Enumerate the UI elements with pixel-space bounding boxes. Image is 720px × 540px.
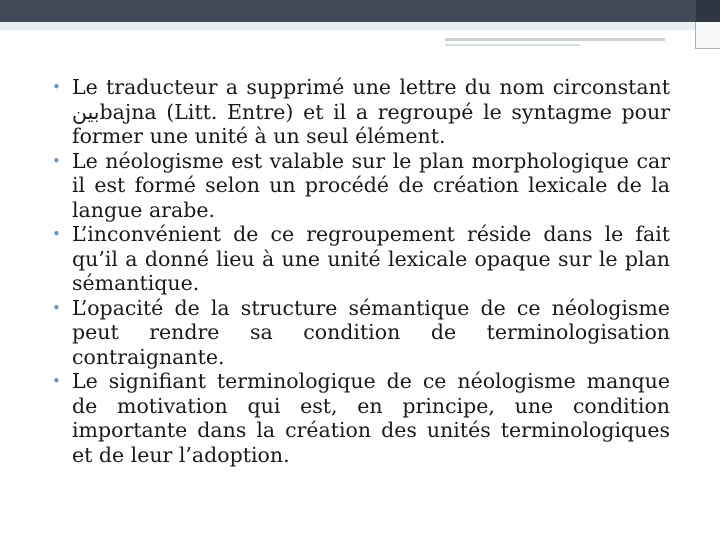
bullet-dot-icon: • [52,151,61,170]
bullet-item-2 [52,149,670,223]
slide-body [52,75,670,467]
bullet-dot-icon: • [52,298,61,317]
bullet-text: Le néologisme est valable sur le plan morphologique car il est formé selon un procédé de création lexicale de la langue arabe. [72,148,670,222]
title-bar-band [0,0,720,22]
bullet-dot-icon: • [52,372,61,390]
bullet-text: L’inconvénient de ce regroupement réside dans le fait qu’il a donné lieu à une unité lexicale opaque sur le plan sémantique. [72,222,670,295]
bullet-item-4 [52,296,670,370]
bullet-dot-icon: • [52,78,61,96]
bullet-item-3 [52,222,670,296]
bullet-text: L’opacité de la structure sémantique de ce néologisme peut rendre sa condition de terminologisation contraignante. [72,295,670,369]
bullet-text: Le signifiant terminologique de ce néologisme manque de motivation qui est, en principe, une condition importante dans la création des unités terminologiques et de leur l’adoption. [72,369,670,467]
decorative-line [445,44,580,46]
arabic-word: بين [72,99,100,124]
corner-decoration [695,22,720,49]
decorative-line [445,38,665,41]
bullet-text: Le traducteur a supprimé une lettre du nom circonstant [72,75,670,99]
header-accent-band [0,22,720,30]
bullet-list [52,75,670,467]
bullet-item-1 [52,75,670,149]
bullet-item-5 [52,369,670,467]
bullet-dot-icon: • [52,225,61,243]
bullet-text: bajna (Litt. Entre) et il a regroupé le syntagme pour former une unité à un seul élément. [72,99,670,148]
corner-tab [696,0,720,22]
